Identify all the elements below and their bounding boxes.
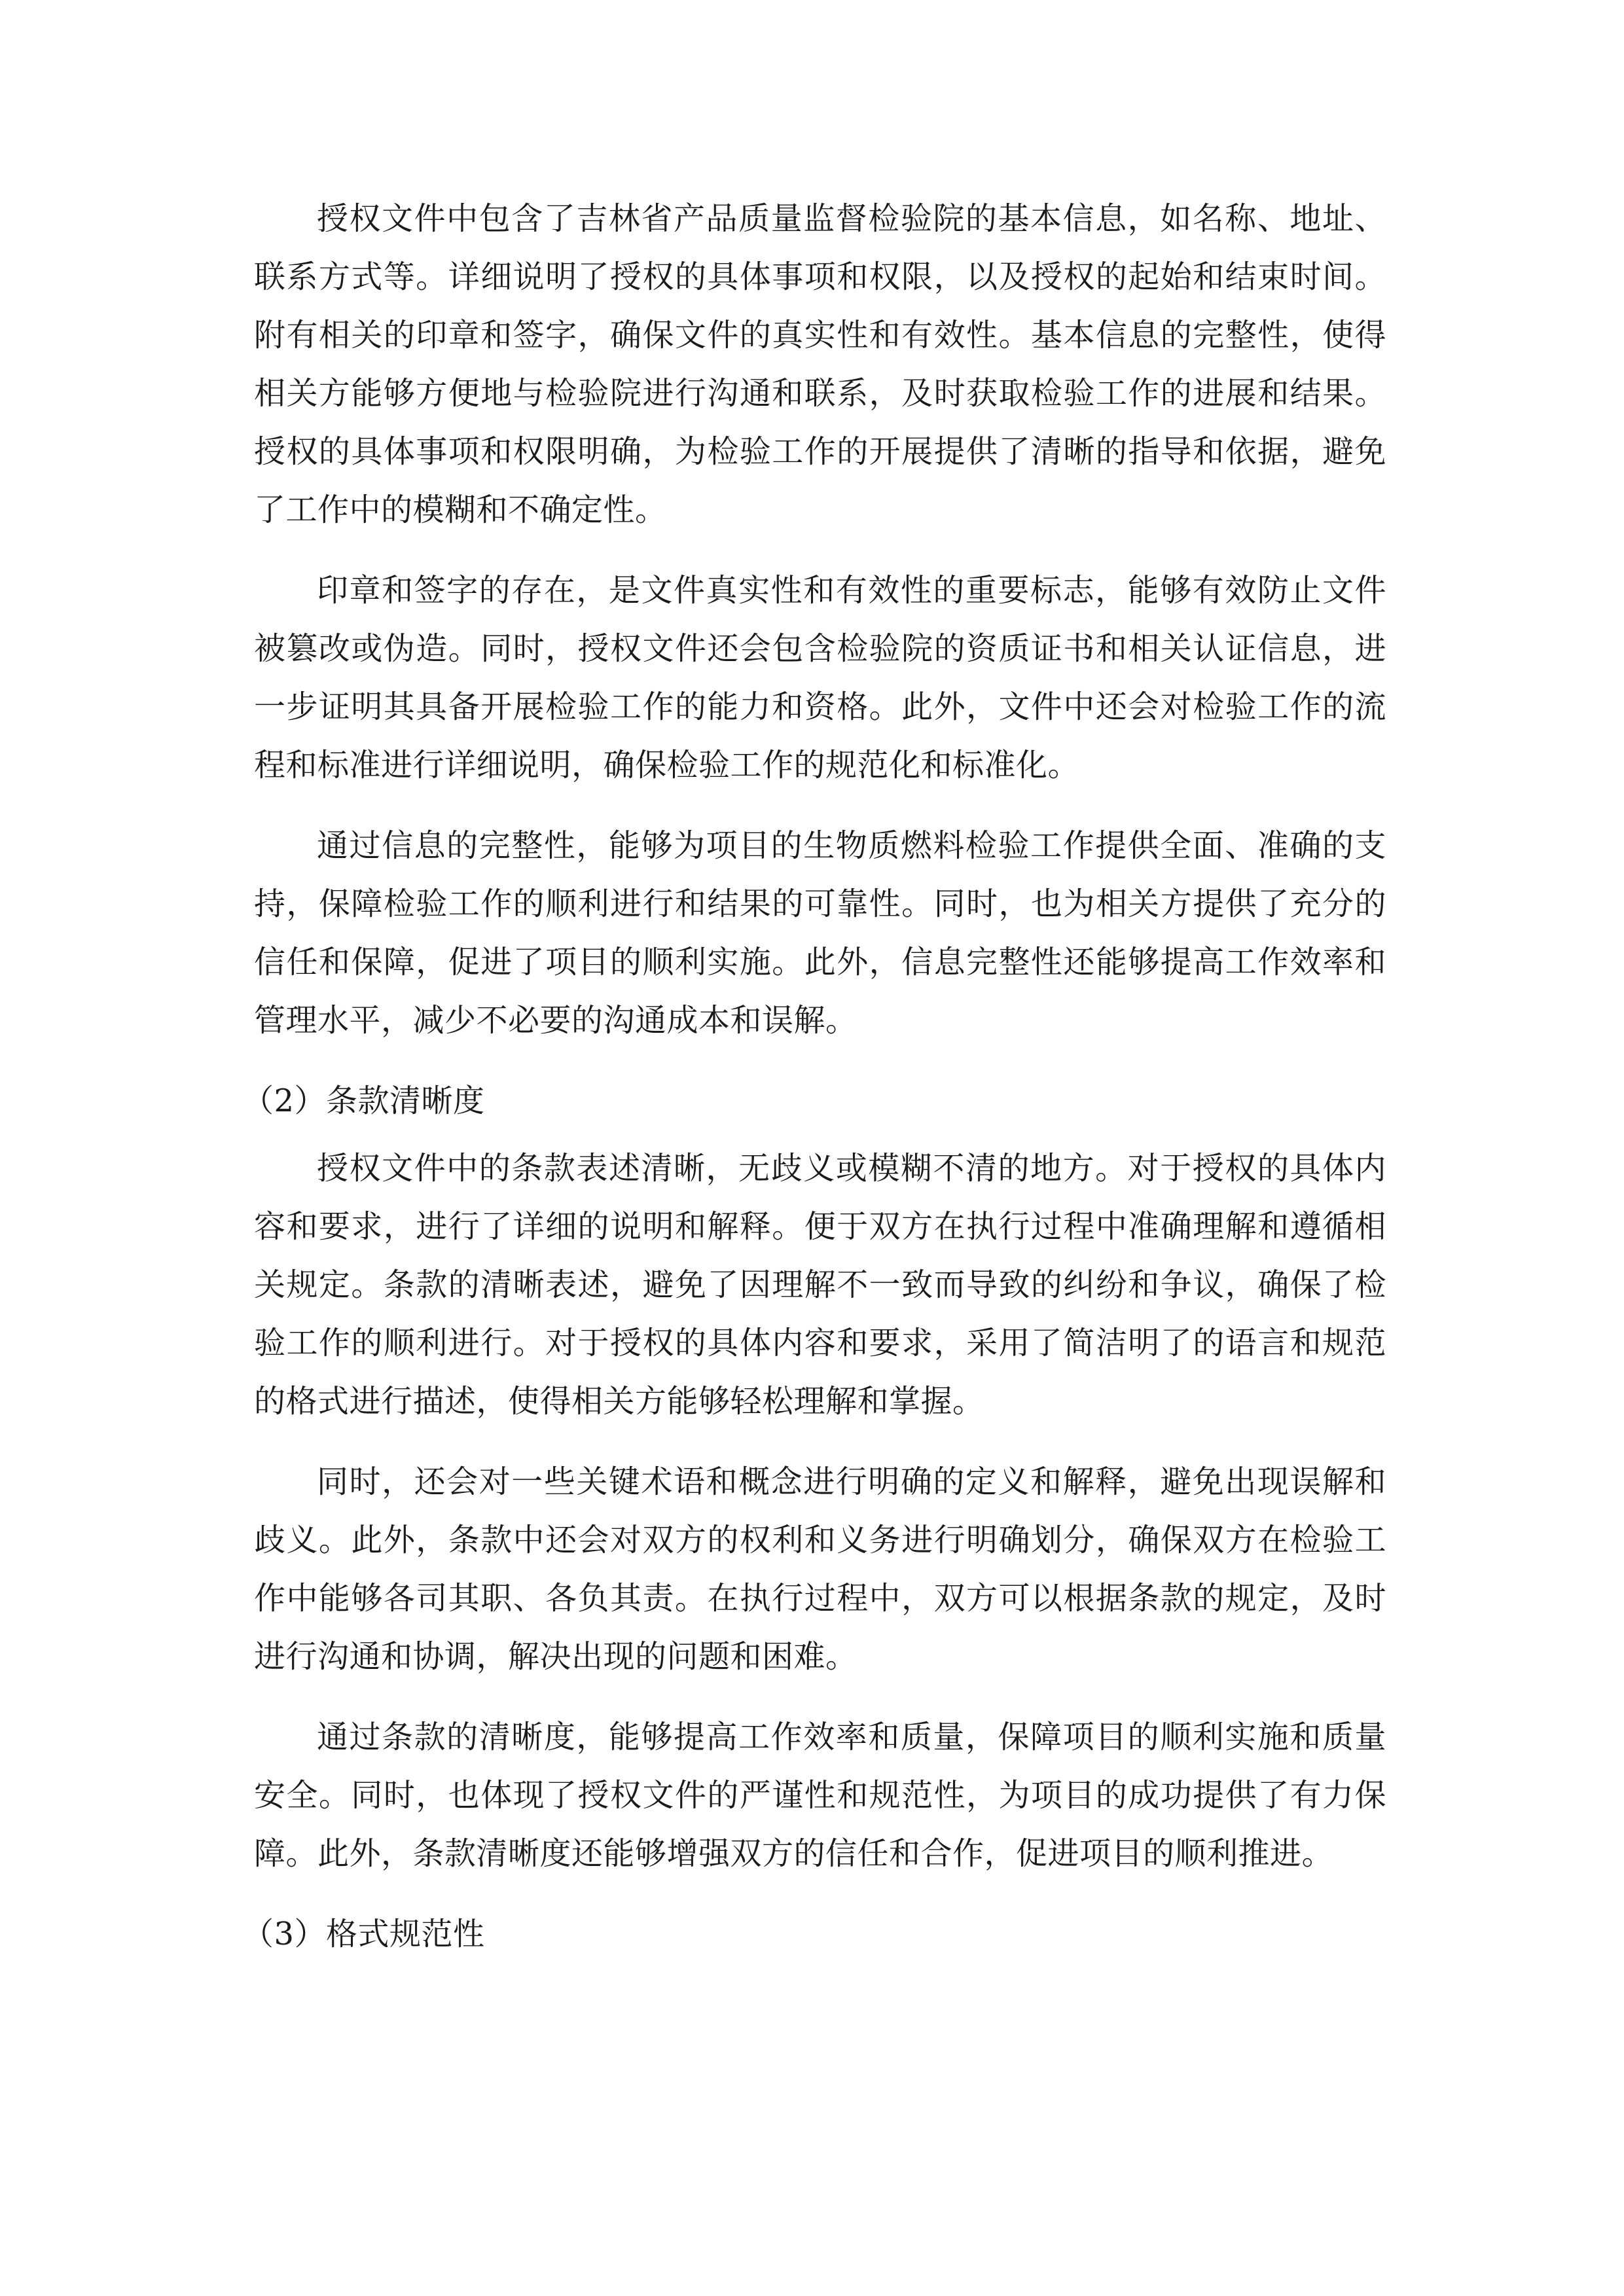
section-heading-format-standard: （3）格式规范性 xyxy=(242,1916,485,1952)
paragraph: 通过信息的完整性，能够为项目的生物质燃料检验工作提供全面、准确的支持，保障检验工作的顺利进行和结果的可靠性。同时，也为相关方提供了充分的信任和保障，促进了项目的顺利实施。此外，信息完整性还能够提高工作效率和管理水平，减少不必要的沟通成本和误解。 xyxy=(254,827,1386,1039)
paragraph: 授权文件中包含了吉林省产品质量监督检验院的基本信息，如名称、地址、联系方式等。详细说明了授权的具体事项和权限，以及授权的起始和结束时间。附有相关的印章和签字，确保文件的真实性和有效性。基本信息的完整性，使得相关方能够方便地与检验院进行沟通和联系，及时获取检验工作的进展和结果。授权的具体事项和权限明确，为检验工作的开展提供了清晰的指导和依据，避免了工作中的模糊和不确定性。 xyxy=(254,200,1386,528)
section-heading-clause-clarity: （2）条款清晰度 xyxy=(242,1083,485,1119)
paragraph: 同时，还会对一些关键术语和概念进行明确的定义和解释，避免出现误解和歧义。此外，条款中还会对双方的权利和义务进行明确划分，确保双方在检验工作中能够各司其职、各负其责。在执行过程中，双方可以根据条款的规定，及时进行沟通和协调，解决出现的问题和困难。 xyxy=(254,1463,1386,1675)
paragraph: 通过条款的清晰度，能够提高工作效率和质量，保障项目的顺利实施和质量安全。同时，也体现了授权文件的严谨性和规范性，为项目的成功提供了有力保障。此外，条款清晰度还能够增强双方的信任和合作，促进项目的顺利推进。 xyxy=(254,1719,1386,1872)
paragraph: 授权文件中的条款表述清晰，无歧义或模糊不清的地方。对于授权的具体内容和要求，进行了详细的说明和解释。便于双方在执行过程中准确理解和遵循相关规定。条款的清晰表述，避免了因理解不一致而导致的纠纷和争议，确保了检验工作的顺利进行。对于授权的具体内容和要求，采用了简洁明了的语言和规范的格式进行描述，使得相关方能够轻松理解和掌握。 xyxy=(254,1150,1386,1420)
paragraph: 印章和签字的存在，是文件真实性和有效性的重要标志，能够有效防止文件被篡改或伪造。同时，授权文件还会包含检验院的资质证书和相关认证信息，进一步证明其具备开展检验工作的能力和资格。此外，文件中还会对检验工作的流程和标准进行详细说明，确保检验工作的规范化和标准化。 xyxy=(254,572,1386,783)
document-body xyxy=(242,190,1386,1973)
